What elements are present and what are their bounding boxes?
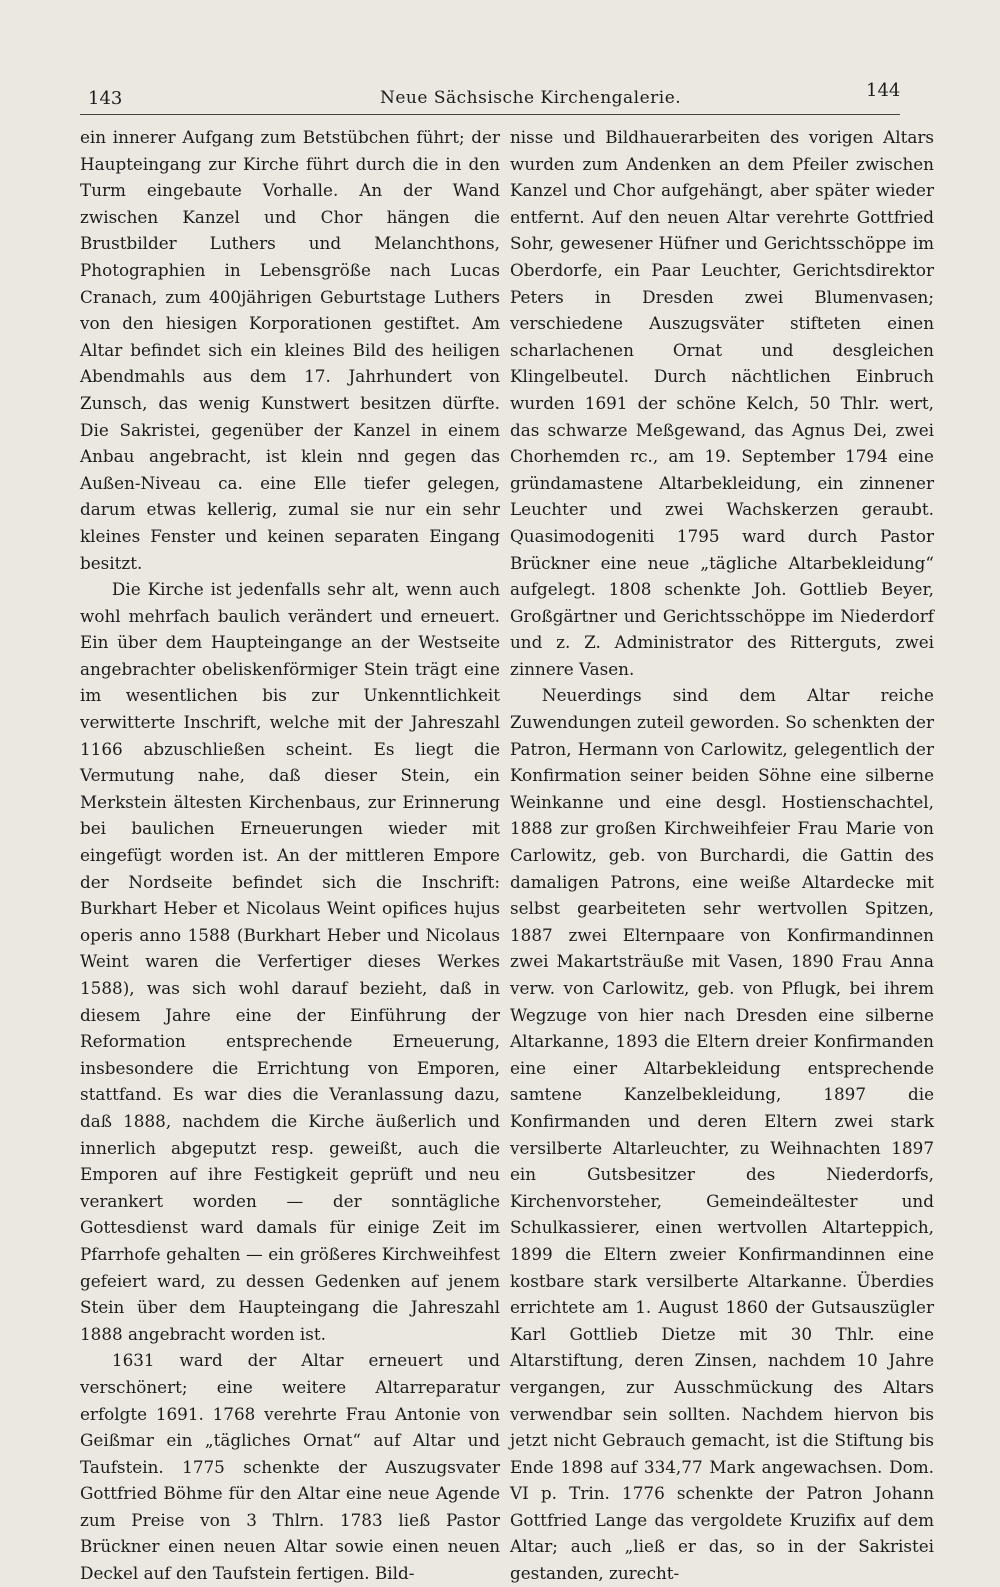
right-column — [510, 124, 934, 1587]
header-rule — [80, 114, 900, 115]
paragraph: 1631 ward der Altar erneuert und verschönert; eine weitere Altarreparatur erfolgte 1691. 1768 verehrte Frau Antonie von Geißmar ein „tägliches Ornat“ auf Altar und Taufstein. 1775 schenkte der Auszugsvater Gottfried Böhme für den Altar eine neue Agende zum Preise von 3 Thlrn. 1783 ließ Pastor Brückner einen neuen Altar sowie einen neuen Deckel auf den Taufstein fertigen. Bild- — [80, 1350, 500, 1584]
running-title: Neue Sächsische Kirchengalerie. — [380, 88, 682, 108]
paragraph: nisse und Bildhauerarbeiten des vorigen Altars wurden zum Andenken an dem Pfeiler zwischen Kanzel und Chor aufgehängt, aber später wieder entfernt. Auf den neuen Altar verehrte Gottfried Sohr, gewesener Hüfner und Gerichtsschöppe im Oberdorfe, ein Paar Leuchter, Gerichtsdirektor Peters in Dresden zwei Blumenvasen; verschiedene Auszugsväter stifteten einen scharlachenen Ornat und desgleichen Klingelbeutel. Durch nächtlichen Einbruch wurden 1691 der schöne Kelch, 50 Thlr. wert, das schwarze Meßgewand, das Agnus Dei, zwei Chorhemden rc., am 19. September 1794 eine gründamastene Altarbekleidung, ein zinnener Leuchter und zwei Wachskerzen geraubt. Quasimodogeniti 1795 ward durch Pastor Brückner eine neue „tägliche Altarbekleidung“ aufgelegt. 1808 schenkte Joh. Gottlieb Beyer, Großgärtner und Gerichtsschöppe im Niederdorf und z. Z. Administrator des Ritterguts, zwei zinnere Vasen. — [510, 127, 934, 679]
paragraph: Die Kirche ist jedenfalls sehr alt, wenn auch wohl mehrfach baulich verändert und erneuert. Ein über dem Haupteingange an der Westseite angebrachter obeliskenförmiger Stein trägt eine im wesentlichen bis zur Unkenntlichkeit verwitterte Inschrift, welche mit der Jahreszahl 1166 abzuschließen scheint. Es liegt die Vermutung nahe, daß dieser Stein, ein Merkstein ältesten Kirchenbaus, zur Erinnerung bei baulichen Erneuerungen wieder mit eingefügt worden ist. An der mittleren Empore der Nordseite befindet sich die Inschrift: Burkhart Heber et Nicolaus Weint opifices hujus operis anno 1588 (Burkhart Heber und Nicolaus Weint waren die Verfertiger dieses Werkes 1588), was sich wohl darauf bezieht, daß in diesem Jahre eine der Einführung der Reformation entsprechende Erneuerung, insbesondere die Errichtung von Emporen, stattfand. Es war dies die Veranlassung dazu, daß 1888, nachdem die Kirche äußerlich und innerlich abgeputzt resp. geweißt, auch die Emporen auf ihre Festigkeit geprüft und neu verankert worden — der sonntägliche Gottesdienst ward damals für einige Zeit im Pfarrhofe gehalten — ein größeres Kirchweihfest gefeiert ward, zu dessen Gedenken auf jenem Stein über dem Haupteingang die Jahreszahl 1888 angebracht worden ist. — [80, 579, 500, 1344]
paragraph: Neuerdings sind dem Altar reiche Zuwendungen zuteil geworden. So schenkten der Patron, Hermann von Carlowitz, gelegentlich der Konfirmation seiner beiden Söhne eine silberne Weinkanne und eine desgl. Hostienschachtel, 1888 zur großen Kirchweihfeier Frau Marie von Carlowitz, geb. von Burchardi, die Gattin des damaligen Patrons, eine weiße Altardecke mit selbst gearbeiteten sehr wertvollen Spitzen, 1887 zwei Elternpaare von Konfirmandinnen zwei Makartsträuße mit Vasen, 1890 Frau Anna verw. von Carlowitz, geb. von Pflugk, bei ihrem Wegzuge von hier nach Dresden eine silberne Altarkanne, 1893 die Eltern dreier Konfirmanden eine einer Altarbekleidung entsprechende samtene Kanzelbekleidung, 1897 die Konfirmanden und deren Eltern zwei stark versilberte Altarleuchter, zu Weihnachten 1897 ein Gutsbesitzer des Niederdorfs, Kirchenvorsteher, Gemeindeältester und Schulkassierer, einen wertvollen Altarteppich, 1899 die Eltern zweier Konfirmandinnen eine kostbare stark versilberte Altarkanne. Überdies errichtete am 1. August 1860 der Gutsauszügler Karl Gottlieb Dietze mit 30 Thlr. eine Altarstiftung, deren Zinsen, nachdem 10 Jahre vergangen, zur Ausschmückung des Altars verwendbar sein sollten. Nachdem hiervon bis jetzt nicht Gebrauch gemacht, ist die Stiftung bis Ende 1898 auf 334,77 Mark angewachsen. Dom. VI p. Trin. 1776 schenkte der Patron Johann Gottfried Lange das vergoldete Kruzifix auf dem Altar; auch „ließ er das, so in der Sakristei gestanden, zurecht- — [510, 685, 934, 1584]
paragraph: ein innerer Aufgang zum Betstübchen führt; der Haupteingang zur Kirche führt durch die in den Turm eingebaute Vorhalle. An der Wand zwischen Kanzel und Chor hängen die Brustbilder Luthers und Melanchthons, Photographien in Lebensgröße nach Lucas Cranach, zum 400jährigen Geburtstage Luthers von den hiesigen Korporationen gestiftet. Am Altar befindet sich ein kleines Bild des heiligen Abendmahls aus dem 17. Jahrhundert von Zunsch, das wenig Kunstwert besitzen dürfte. Die Sakristei, gegenüber der Kanzel in einem Anbau angebracht, ist klein nnd gegen das Außen-Niveau ca. eine Elle tiefer gelegen, darum etwas kellerig, zumal sie nur ein sehr kleines Fenster und keinen separaten Eingang besitzt. — [80, 127, 500, 573]
page-header — [0, 76, 1000, 116]
left-column — [80, 124, 500, 1587]
page-number-left: 143 — [88, 88, 123, 109]
page-number-right: 144 — [866, 80, 901, 101]
